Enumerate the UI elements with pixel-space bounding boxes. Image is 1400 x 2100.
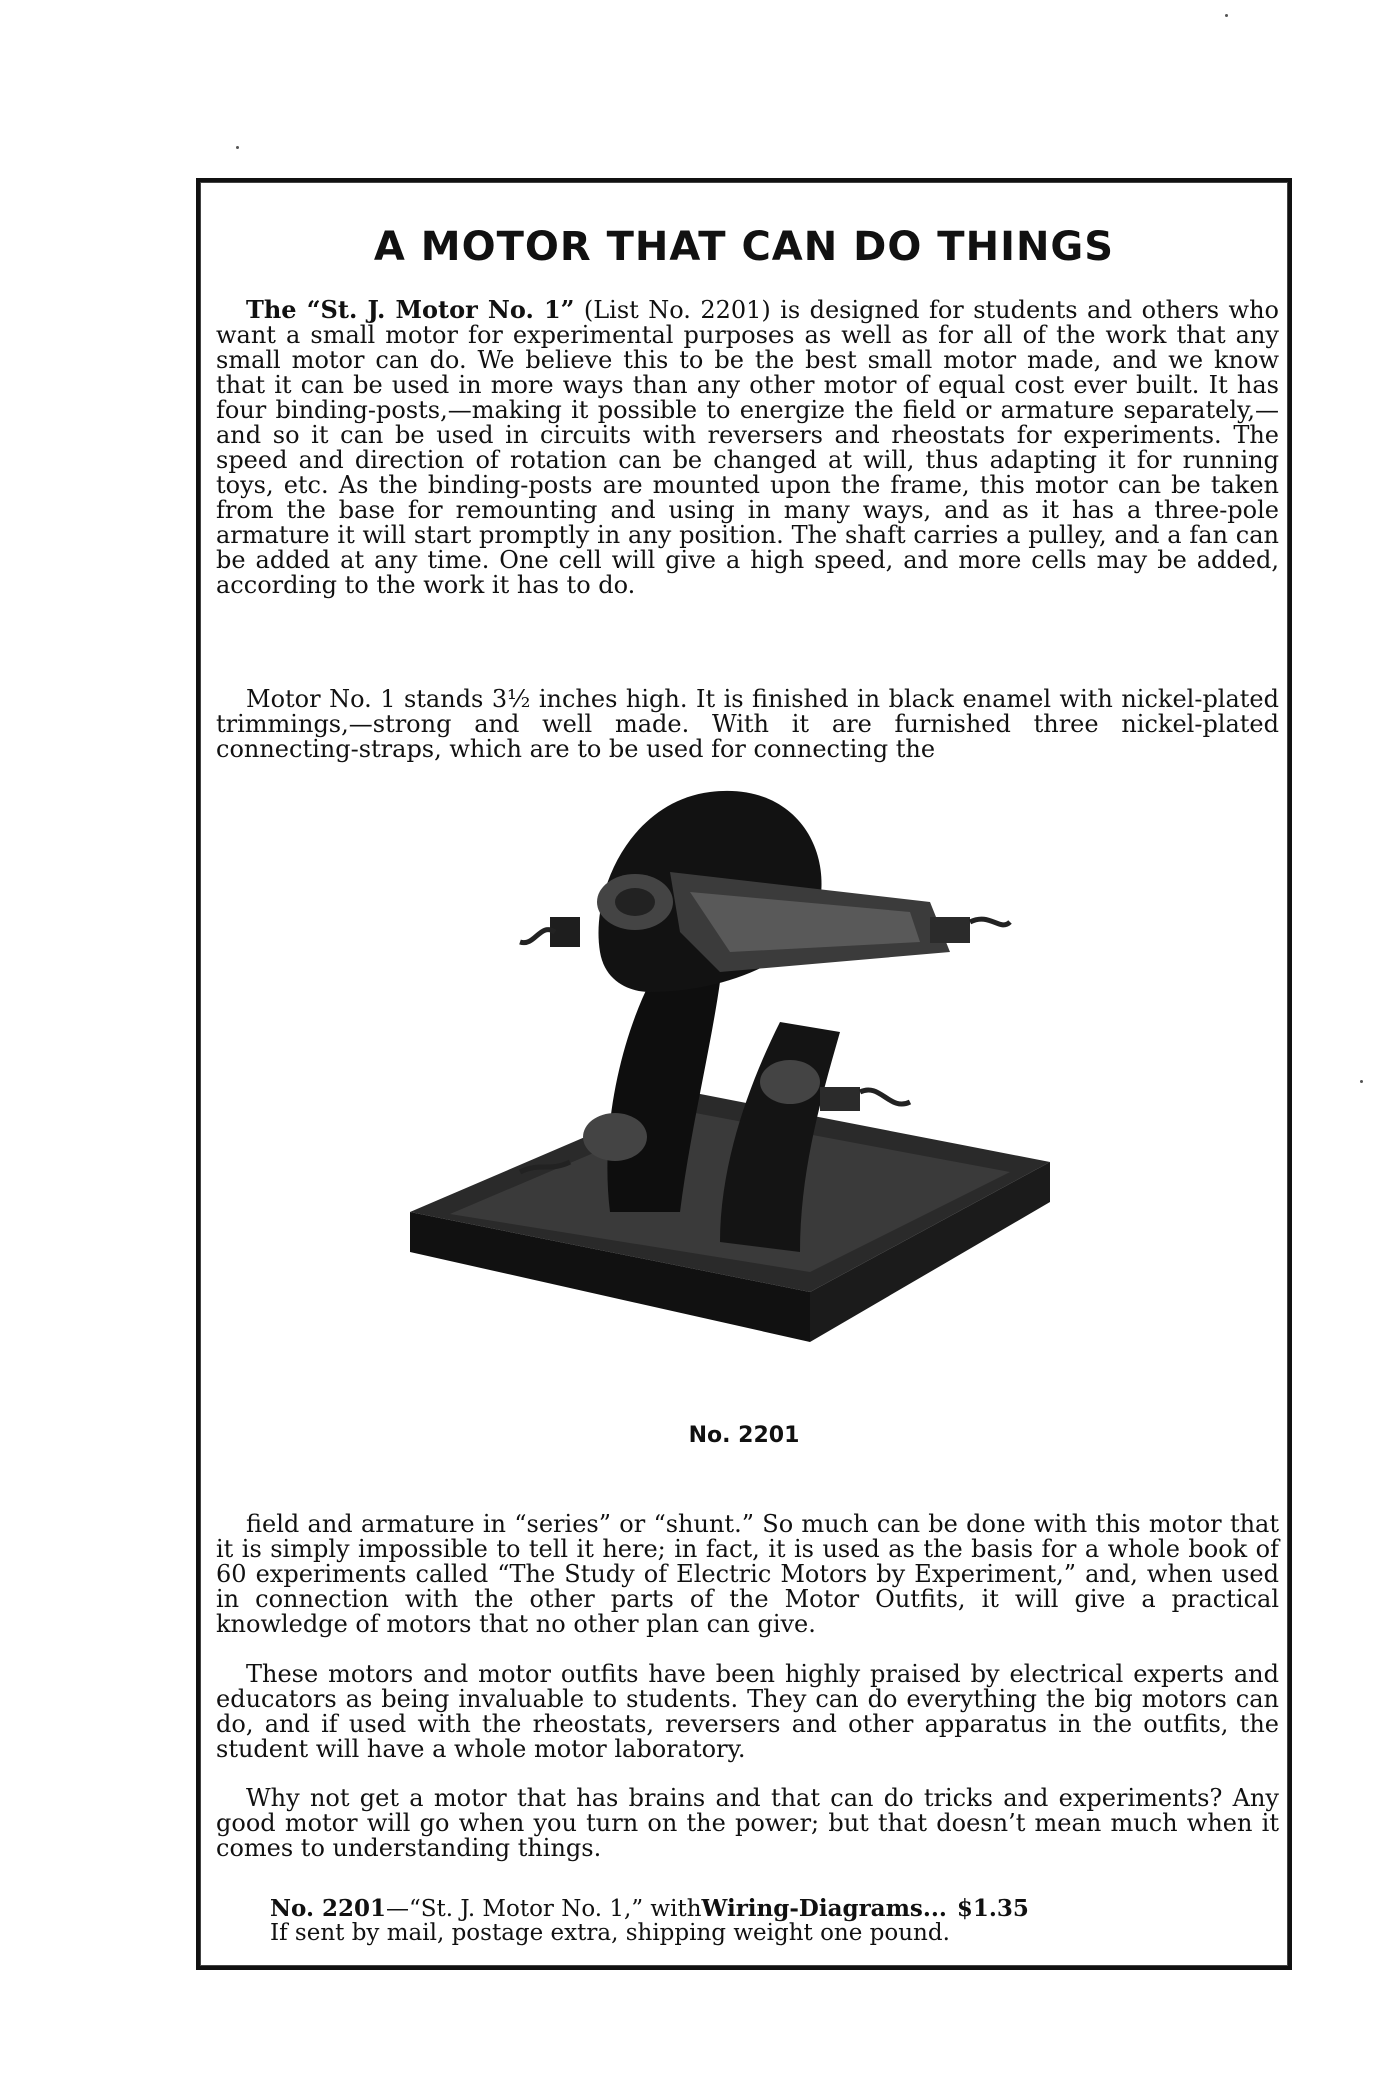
- print-speck: [236, 146, 239, 149]
- advertisement-frame: [196, 178, 1292, 1970]
- motor-illustration: [390, 782, 1070, 1382]
- size-paragraph: Motor No. 1 stands 3½ inches high. It is finished in black enamel with nickel-plated trimmings,—strong and well made. With it are furnished three nickel-plated connecting-straps, which are to be used for connecting the: [216, 685, 1279, 763]
- intro-paragraph: [216, 297, 1279, 598]
- praise-paragraph: These motors and motor outfits have been highly praised by electrical experts and educators as being invaluable to students. They can do everything the big motors can do, and if used with the rheostats, reversers and other apparatus in the outfits, the student will have a whole motor laboratory.: [216, 1660, 1279, 1763]
- series-shunt-paragraph: field and armature in “series” or “shunt.” So much can be done with this motor that it is simply impossible to tell it here; in fact, it is used as the basis for a whole book of 60 experiments called “The Study of Electric Motors by Experiment,” and, when used in connection with the other parts of the Motor Outfits, it will give a practical knowledge of motors that no other plan can give.: [216, 1510, 1279, 1638]
- intro-text: (List No. 2201) is designed for students and others who want a small motor for experimental purposes as well as for all of the work that any small motor can do. We believe this to be the best small motor made, and we know that it can be used in more ways than any other motor of equal cost ever built. It has four binding-posts,—making it possible to energize the field or armature separately,—and so it can be used in circuits with reversers and rheostats for experiments. The speed and direction of rotation can be changed at will, thus adapting it for running toys, etc. As the binding-posts are mounted upon the frame, this motor can be taken from the base for remounting and using in many ways, and as it has a three-pole armature it will start promptly in any position. The shaft carries a pulley, and a fan can be added at any time. One cell will give a high speed, and more cells may be added, according to the work it has to do.: [216, 296, 1279, 599]
- page-title: A MOTOR THAT CAN DO THINGS: [373, 224, 1115, 270]
- brains-paragraph: Why not get a motor that has brains and that can do tricks and experiments? Any good motor will go when you turn on the power; but that doesn’t mean much when it comes to understanding things.: [216, 1784, 1279, 1862]
- price-extra: Wiring-Diagrams: [701, 1895, 923, 1922]
- print-speck: [1360, 1080, 1363, 1083]
- price-amount: $1.35: [956, 1895, 1029, 1922]
- price-listing: [270, 1897, 1230, 1945]
- figure-caption: No. 2201: [688, 1423, 800, 1448]
- price-code: No. 2201: [270, 1895, 386, 1922]
- price-name: —“St. J. Motor No. 1,” with: [386, 1896, 702, 1922]
- shipping-note: If sent by mail, postage extra, shipping weight one pound.: [270, 1920, 950, 1946]
- intro-lead: The “St. J. Motor No. 1”: [246, 295, 575, 324]
- print-speck: [1225, 14, 1228, 17]
- price-dots: ...: [922, 1895, 947, 1922]
